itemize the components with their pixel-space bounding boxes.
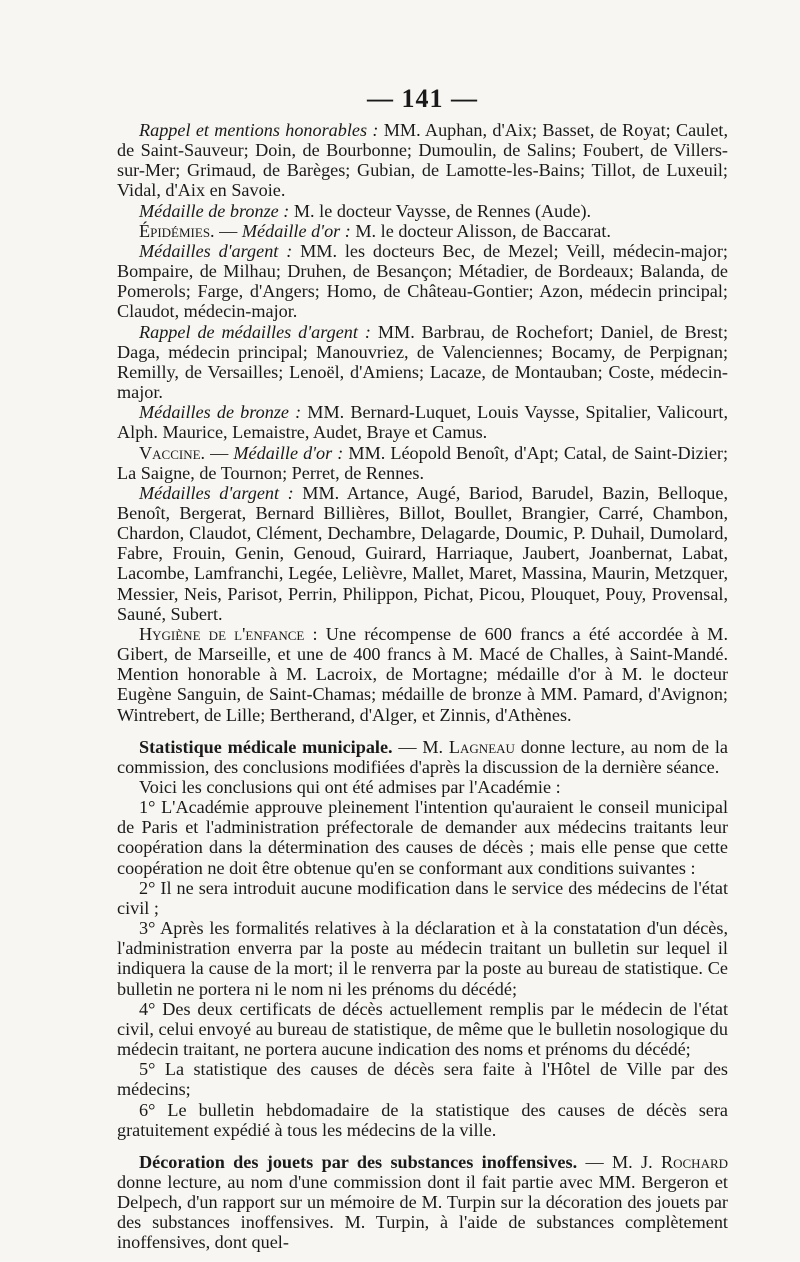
text-run: Médaille d'or :: [241, 220, 351, 241]
paragraph: [117, 918, 728, 999]
text-run: donne lecture, au nom de la commission, des conclusions modifiées d'après la discussion de la dernière séance.: [117, 736, 728, 777]
text-run: Décoration des jouets par des substances inoffensives.: [139, 1151, 578, 1172]
text-run: 2° Il ne sera introduit aucune modification dans le service des médecins de l'état civil ;: [117, 877, 728, 918]
paragraph: [117, 201, 728, 221]
text-run: MM. Léopold Benoît, d'Apt; Catal, de Saint-Dizier; La Saigne, de Tournon; Perret, de Rennes.: [117, 442, 728, 483]
text-run: Voici les conclusions qui ont été admises par l'Académie :: [139, 777, 561, 797]
text-run: Médailles d'argent :: [139, 240, 293, 261]
text-run: M. le docteur Vaysse, de Rennes (Aude).: [289, 200, 592, 221]
text-run: Rappel et mentions honorables :: [139, 120, 379, 140]
paragraph: [117, 241, 728, 322]
paragraph: [117, 322, 728, 403]
paragraph: [117, 999, 728, 1059]
text-run: Rochard: [660, 1151, 729, 1172]
paragraph: [117, 737, 728, 777]
text-run: MM. les docteurs Bec, de Mezel; Veill, médecin-major; Bompaire, de Milhau; Druhen, de Besançon; Métadier, de Bordeaux; Balanda, de Pomerols; Farge, d'Angers; Homo, de Château-Gontier; Azon, médecin principal; Claudot, médecin-major.: [117, 240, 728, 322]
paragraph: [117, 1100, 728, 1140]
paragraph: [117, 624, 728, 725]
text-run: 3° Après les formalités relatives à la déclaration et à la constatation d'un décès, l'administration enverra par la poste au médecin traitant un bulletin sur lequel il indiquera la cause de la mort; il le renverra par la poste au bureau de statistique. Ce bulletin ne portera ni le nom ni les prénoms du décédé;: [117, 918, 728, 999]
text-run: Hygiène de l'enfance: [139, 623, 305, 644]
text-run: donne lecture, au nom d'une commission dont il fait partie avec MM. Bergeron et Delpech, d'un rapport sur un mémoire de M. Turpin sur la décoration des jouets par des substances inoffensives. M. Turpin, à l'aide de substances complètement inoffensives, dont quel-: [117, 1171, 728, 1253]
text-run: Rappel de médailles d'argent :: [139, 321, 371, 342]
body-text: [117, 120, 728, 1253]
text-run: MM. Auphan, d'Aix; Basset, de Royat; Caulet, de Saint-Sauveur; Doin, de Bourbonne; Dumoulin, de Salins; Foubert, de Villers-sur-Mer; Grimaud, de Barèges; Gubian, de Lamotte-les-Bains; Tillot, de Luxeuil; Vidal, d'Aix en Savoie.: [117, 120, 729, 201]
text-run: 5° La statistique des causes de décès sera faite à l'Hôtel de Ville par des médecins;: [117, 1059, 728, 1100]
paragraph: [117, 443, 728, 483]
text-run: MM. Bernard-Luquet, Louis Vaysse, Spitalier, Valicourt, Alph. Maurice, Lemaistre, Audet, Braye et Camus.: [117, 402, 729, 443]
paragraph: [117, 1152, 728, 1253]
text-run: MM. Barbrau, de Rochefort; Daniel, de Brest; Daga, médecin principal; Manouvriez, de Valenciennes; Bocamy, de Perpignan; Remilly, de Versailles; Lenoël, d'Amiens; Lacaze, de Montauban; Coste, médecin-major.: [117, 321, 728, 403]
text-run: Médailles de bronze :: [139, 402, 302, 423]
text-run: Médaille de bronze :: [139, 200, 290, 221]
text-run: Médaille d'or :: [233, 442, 344, 463]
paragraph: [117, 878, 728, 918]
page-number: — 141 —: [367, 84, 478, 113]
text-run: 6° Le bulletin hebdomadaire de la statistique des causes de décès sera gratuitement expédié à tous les médecins de la ville.: [117, 1099, 728, 1140]
paragraph: [117, 1059, 728, 1099]
paragraph: [117, 777, 728, 797]
text-run: Vaccine.: [139, 442, 206, 463]
text-run: —: [205, 442, 234, 463]
paragraph: [117, 402, 728, 442]
text-run: Épidémies.: [139, 220, 215, 241]
text-run: M. le docteur Alisson, de Baccarat.: [350, 220, 611, 241]
text-run: 1° L'Académie approuve pleinement l'intention qu'auraient le conseil municipal de Paris et l'administration préfectorale de demander aux médecins traitants leur coopération dans la détermination des causes de décès ; mais elle pense que cette coopération ne doit être obtenue qu'en se conformant aux conditions suivantes :: [117, 797, 728, 878]
paragraph: [117, 483, 728, 624]
text-run: — M. J.: [577, 1151, 661, 1172]
paragraph: [117, 221, 728, 241]
text-run: Statistique médicale municipale.: [139, 736, 393, 757]
paragraph: [117, 120, 728, 201]
paragraph: [117, 797, 728, 878]
text-run: Médailles d'argent :: [139, 482, 294, 503]
text-run: — M.: [392, 736, 449, 757]
text-run: : Une récompense de 600 francs a été accordée à M. Gibert, de Marseille, et une de 400 francs à M. Macé de Challes, à Saint-Mandé. Mention honorable à M. Lacroix, de Mortagne; médaille d'or à M. le docteur Eugène Sanguin, de Saint-Chamas; médaille de bronze à MM. Pamard, d'Avignon; Wintrebert, de Lille; Bertherand, d'Alger, et Zinnis, d'Athènes.: [117, 623, 728, 725]
text-run: MM. Artance, Augé, Bariod, Barudel, Bazin, Belloque, Benoît, Bergerat, Bernard Billières, Billot, Boullet, Brangier, Carré, Chambon, Chardon, Claudot, Clément, Dechambre, Delagarde, Doumic, P. Duhail, Dumolard, Fabre, Frouin, Genin, Genoud, Guirard, Harriaque, Jaubert, Joanbernat, Labat, Lacombe, Lamfranchi, Legée, Lelièvre, Mallet, Maret, Massina, Maurin, Metzquer, Messier, Neis, Parisot, Perrin, Philippon, Pichat, Picou, Plouquet, Pouy, Provensal, Sauné, Subert.: [117, 482, 728, 624]
text-run: —: [214, 220, 242, 241]
text-run: Lagneau: [448, 736, 515, 757]
text-run: 4° Des deux certificats de décès actuellement remplis par le médecin de l'état civil, celui envoyé au bureau de statistique, de même que le bulletin nosologique du médecin traitant, ne portera aucune indication des noms et prénoms du décédé;: [117, 998, 728, 1060]
